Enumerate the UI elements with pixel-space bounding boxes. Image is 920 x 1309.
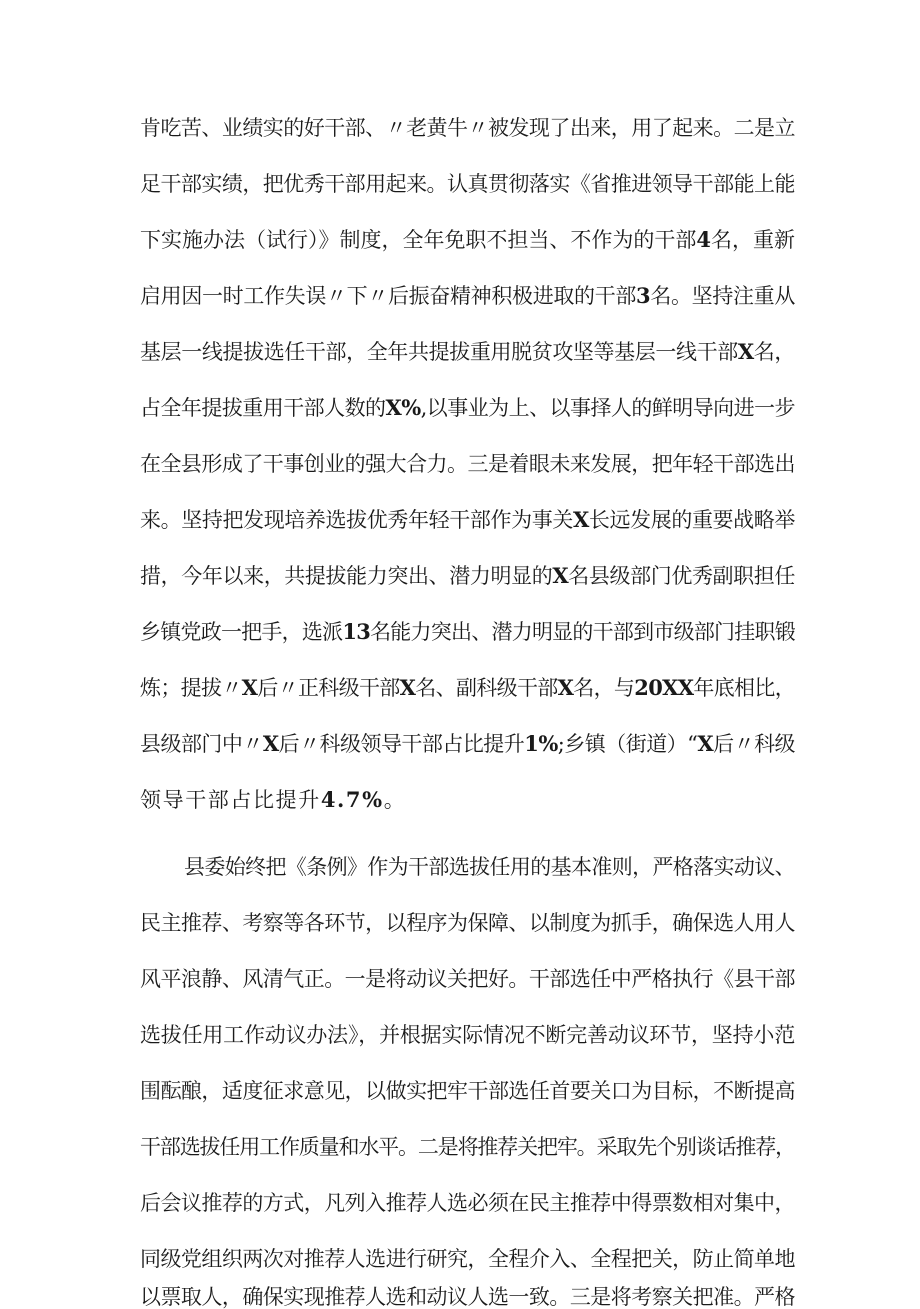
- text-line: 乡镇党政一把手，选派13名能力突出、潜力明显的干部到市级部门挂职锻: [140, 619, 796, 644]
- text-line: 基层一线提拔选任干部，全年共提拔重用脱贫攻坚等基层一线干部X名，: [140, 339, 796, 364]
- text-line: 民主推荐、考察等各环节，以程序为保障、以制度为抓手，确保选人用人: [140, 911, 795, 935]
- text-line: 围酝酿，适度征求意见，以做实把牢干部选任首要关口为目标，不断提高: [140, 1079, 795, 1103]
- text-line: 县委始终把《条例》作为干部选拔任用的基本准则，严格落实动议、: [184, 855, 795, 879]
- text-line: 来。坚持把发现培养选拔优秀年轻干部作为事关X长远发展的重要战略举: [140, 507, 796, 532]
- text-line: 下实施办法（试行）》制度，全年免职不担当、不作为的干部4名，重新: [140, 227, 795, 252]
- text-line: 足干部实绩，把优秀干部用起来。认真贯彻落实《省推进领导干部能上能: [140, 172, 795, 196]
- text-line: 领导干部占比提升4.7%。: [140, 787, 407, 812]
- text-line: 风平浪静、风清气正。一是将动议关把好。干部选任中严格执行《县干部: [140, 967, 795, 991]
- text-line: 措，今年以来，共提拔能力突出、潜力明显的X名县级部门优秀副职担任: [140, 563, 796, 588]
- text-line: 启用因一时工作失误〃下〃后振奋精神积极进取的干部3名。坚持注重从: [140, 283, 795, 308]
- text-line: 后会议推荐的方式，凡列入推荐人选必须在民主推荐中得票数相对集中，: [140, 1191, 795, 1215]
- text-line: 占全年提拔重用干部人数的X%,以事业为上、以事择人的鲜明导向进一步: [140, 395, 796, 420]
- text-line: 干部选拔任用工作质量和水平。二是将推荐关把牢。采取先个别谈话推荐，: [140, 1135, 795, 1159]
- text-line: 以票取人，确保实现推荐人选和动议人选一致。三是将考察关把准。严格: [140, 1285, 795, 1309]
- text-line: 选拔任用工作动议办法》，并根据实际情况不断完善动议环节，坚持小范: [140, 1023, 795, 1047]
- text-line: 县级部门中〃X后〃科级领导干部占比提升1%;乡镇（街道）“X后〃科级: [140, 731, 796, 756]
- text-line: 在全县形成了干事创业的强大合力。三是着眼未来发展，把年轻干部选出: [140, 452, 795, 476]
- text-line: 炼；提拔〃X后〃正科级干部X名、副科级干部X名，与20XX年底相比，: [140, 675, 796, 700]
- text-line: 肯吃苦、业绩实的好干部、〃老黄牛〃被发现了出来，用了起来。二是立: [140, 116, 795, 140]
- text-line: 同级党组织两次对推荐人选进行研究，全程介入、全程把关，防止简单地: [140, 1247, 795, 1271]
